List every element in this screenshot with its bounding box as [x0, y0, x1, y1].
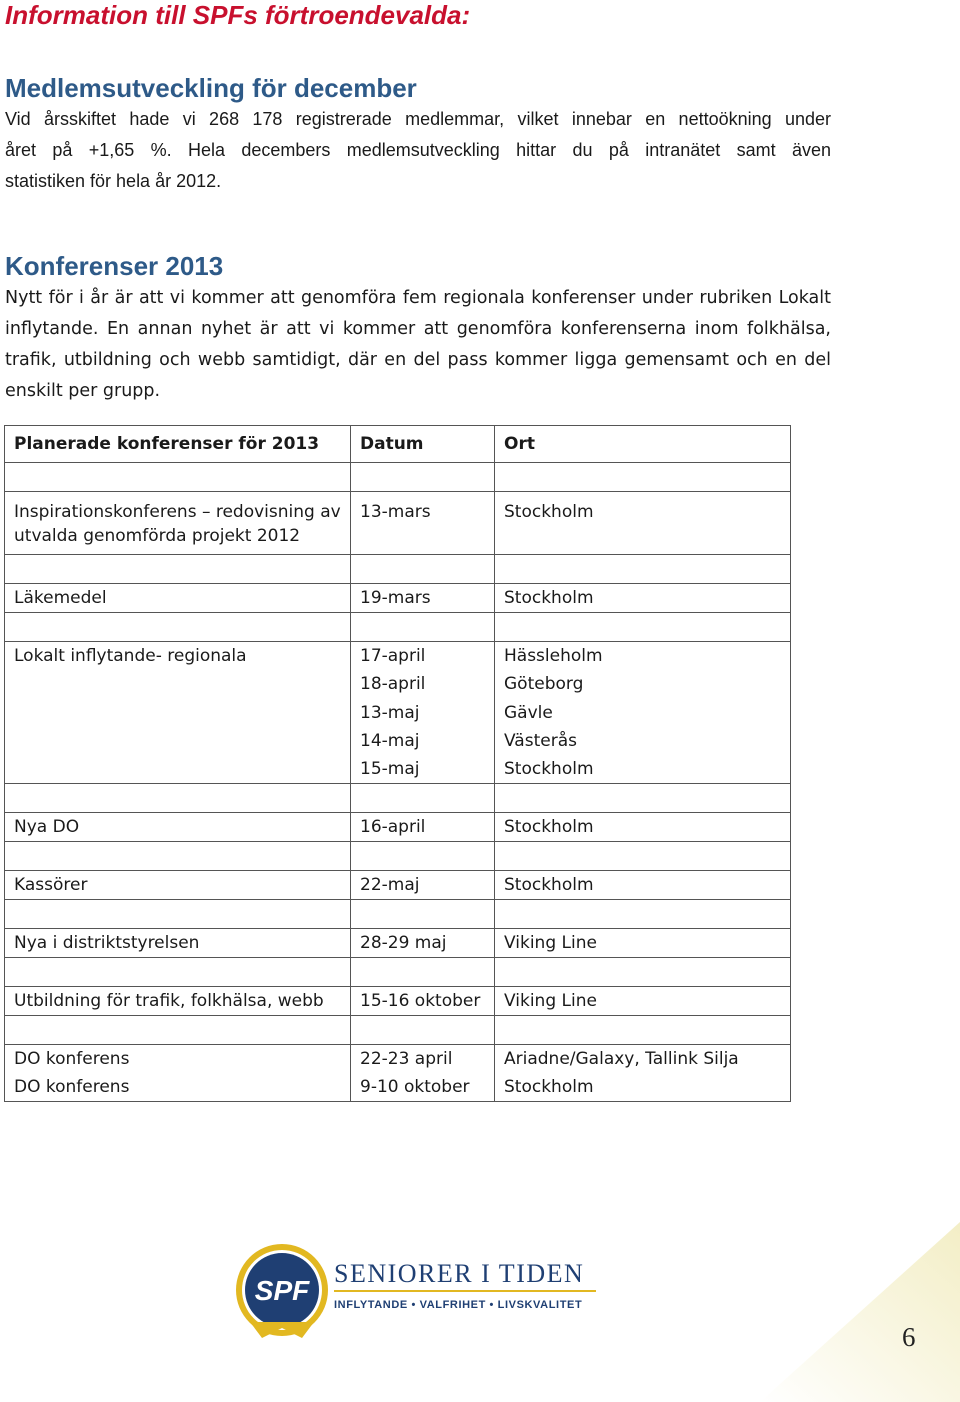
spacer-row — [5, 1016, 791, 1045]
conference-name: Nya i distriktstyrelsen — [5, 929, 351, 958]
conference-date: 13-mars — [351, 492, 495, 555]
header-cell: Datum — [351, 426, 495, 463]
section-title-membership: Medlemsutveckling för december — [5, 73, 417, 103]
paragraph-line: Vid årsskiftet hade vi 268 178 registrerade medlemmar, vilket innebar en nettoökning under — [5, 109, 831, 129]
conference-name: DO konferens — [5, 1045, 351, 1074]
page-heading: Information till SPFs förtroendevalda: — [5, 0, 471, 30]
conference-date: 14-maj — [360, 730, 420, 751]
header-cell: Planerade konferenser för 2013 — [5, 426, 351, 463]
conference-date: 22-maj — [351, 871, 495, 900]
table-row — [5, 492, 791, 555]
conference-place: Stockholm — [495, 813, 791, 842]
paragraph-line: trafik, utbildning och webb samtidigt, där en del pass kommer ligga gemensamt och en del — [5, 350, 831, 370]
conference-date: 19-mars — [351, 584, 495, 613]
table-row — [5, 987, 791, 1016]
table-row — [5, 871, 791, 900]
conference-name: Lokalt inflytande- regionala — [5, 642, 351, 784]
conference-place: Stockholm — [495, 1073, 791, 1102]
table-row — [5, 929, 791, 958]
conference-name: Nya DO — [5, 813, 351, 842]
table-row — [5, 1073, 791, 1102]
spacer-row — [5, 613, 791, 642]
paragraph-line: enskilt per grupp. — [5, 381, 161, 401]
conference-date: 22-23 april — [351, 1045, 495, 1074]
membership-paragraph — [5, 104, 831, 197]
paragraph-line: statistiken för hela år 2012. — [5, 171, 222, 191]
conference-place: Göteborg — [504, 674, 584, 695]
table-row — [5, 584, 791, 613]
table-row — [5, 642, 791, 784]
page-corner-decoration — [760, 1222, 960, 1402]
conference-name: DO konferens — [5, 1073, 351, 1102]
section-title-conferences: Konferenser 2013 — [5, 251, 224, 281]
conference-place: Hässleholm — [504, 646, 603, 666]
logo-tagline: INFLYTANDE • VALFRIHET • LIVSKVALITET — [334, 1299, 583, 1311]
paragraph-line: inflytande. En annan nyhet är att vi kommer att genomföra konferenserna inom folkhälsa, — [5, 319, 831, 339]
conference-place: Gävle — [504, 702, 553, 723]
conference-place: Västerås — [504, 730, 577, 751]
logo-name: SENIORER I TIDEN — [334, 1259, 585, 1288]
conference-dates — [351, 642, 495, 784]
paragraph-line: året på +1,65 %. Hela decembers medlemsutveckling hittar du på intranätet samt även — [5, 140, 831, 160]
page-number: 6 — [902, 1322, 916, 1352]
conference-date: 16-april — [351, 813, 495, 842]
conference-date: 18-april — [360, 674, 426, 695]
logo-divider — [334, 1290, 596, 1292]
paragraph-line: Nytt för i år är att vi kommer att genomföra fem regionala konferenser under rubriken Lokalt — [5, 288, 831, 308]
conference-name: Läkemedel — [5, 584, 351, 613]
spacer-row — [5, 842, 791, 871]
conference-table — [4, 425, 791, 1102]
table-row — [5, 813, 791, 842]
table-header-row — [5, 426, 791, 463]
spf-logo — [232, 1242, 602, 1342]
spacer-row — [5, 463, 791, 492]
conference-name: Inspirationskonferens – redovisning av utvalda genomförda projekt 2012 — [5, 492, 351, 555]
conference-name: Utbildning för trafik, folkhälsa, webb — [5, 987, 351, 1016]
conference-name: Kassörer — [5, 871, 351, 900]
conference-place: Stockholm — [495, 492, 791, 555]
conference-date: 13-maj — [360, 702, 420, 723]
spacer-row — [5, 784, 791, 813]
conference-place: Ariadne/Galaxy, Tallink Silja — [495, 1045, 791, 1074]
conferences-paragraph — [5, 283, 831, 407]
conference-place: Stockholm — [495, 871, 791, 900]
table-row — [5, 1045, 791, 1074]
spacer-row — [5, 900, 791, 929]
conference-date: 9-10 oktober — [351, 1073, 495, 1102]
conference-place: Stockholm — [495, 584, 791, 613]
spacer-row — [5, 555, 791, 584]
conference-date: 15-maj — [360, 759, 420, 780]
conference-place: Stockholm — [504, 759, 594, 780]
conference-date: 15-16 oktober — [351, 987, 495, 1016]
conference-places — [495, 642, 791, 784]
spacer-row — [5, 958, 791, 987]
header-cell: Ort — [495, 426, 791, 463]
logo-emblem-text: SPF — [254, 1275, 310, 1306]
conference-date: 17-april — [360, 646, 426, 666]
conference-date: 28-29 maj — [351, 929, 495, 958]
conference-place: Viking Line — [495, 987, 791, 1016]
conference-place: Viking Line — [495, 929, 791, 958]
